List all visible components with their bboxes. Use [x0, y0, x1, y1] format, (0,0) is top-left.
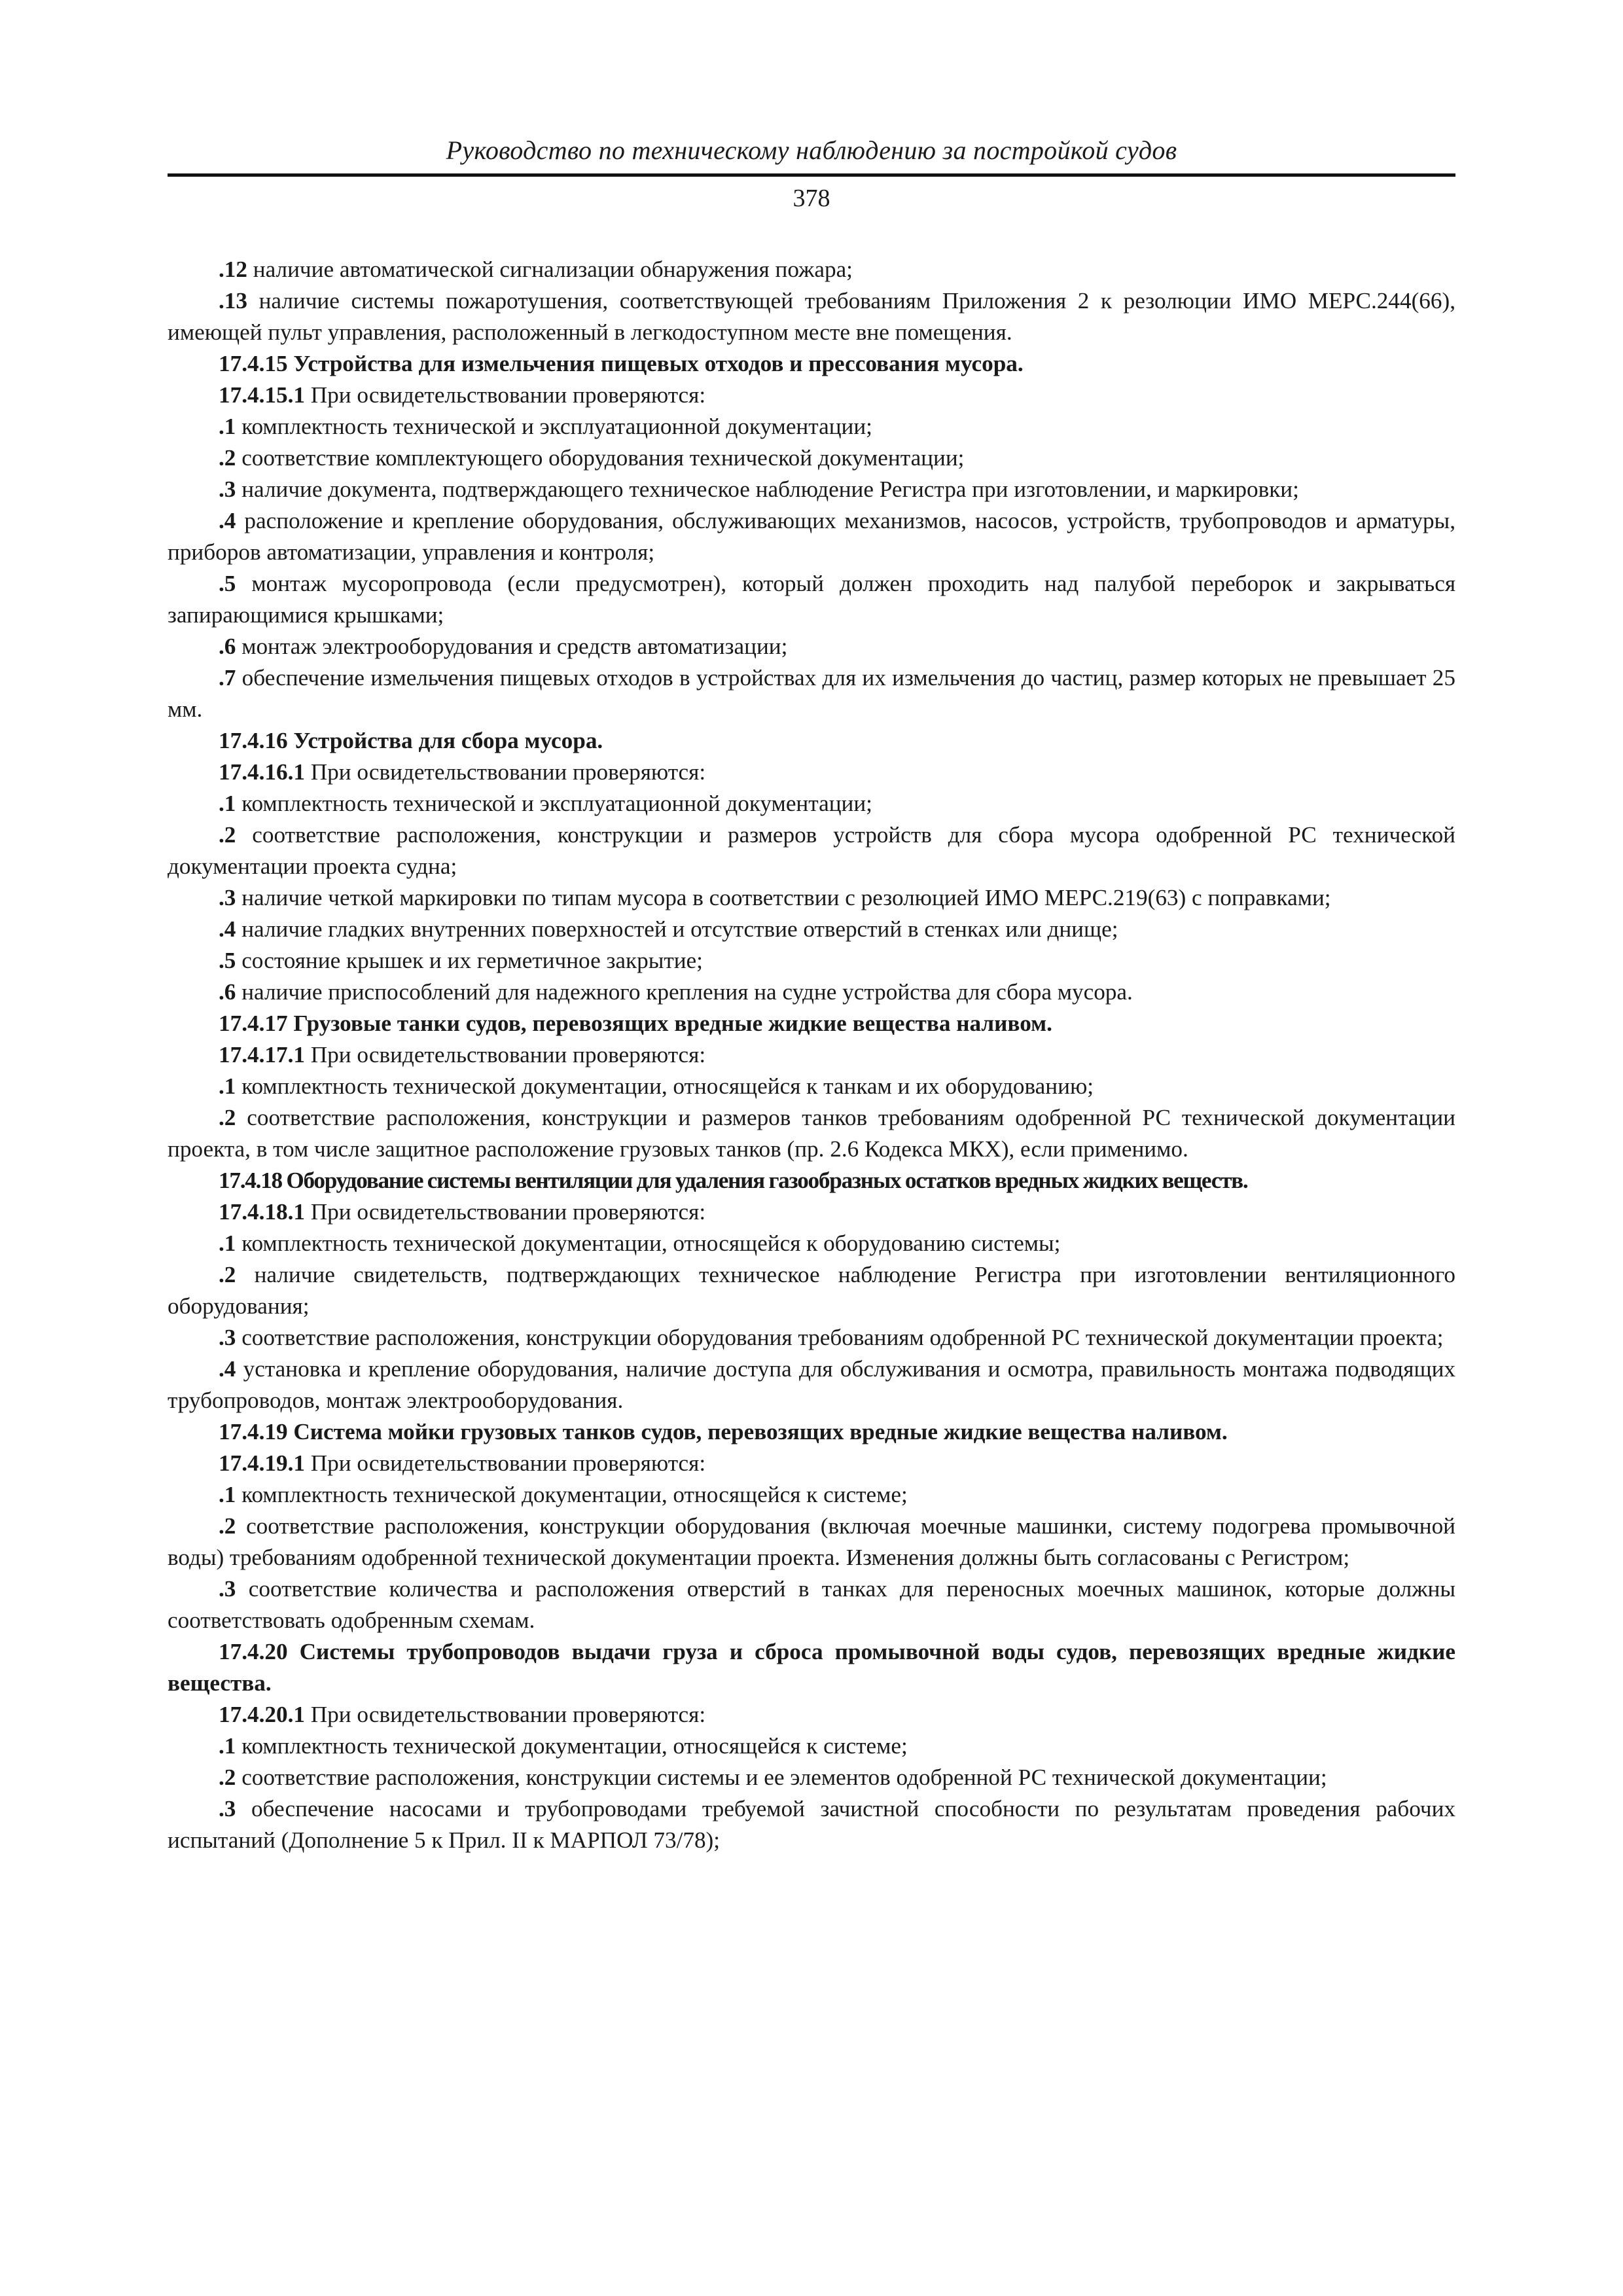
paragraph-text: соответствие расположения, конструкции и размеров устройств для сбора мусора одобренной РС технической документации проекта судна; — [168, 822, 1455, 879]
paragraph — [168, 380, 1455, 411]
paragraph-text: наличие системы пожаротушения, соответствующей требованиям Приложения 2 к резолюции ИМО МЕРС.244(66), имеющей пульт управления, расположенный в легкодоступном месте вне помещения. — [168, 288, 1455, 345]
paragraph-text: При освидетельствовании проверяются: — [304, 382, 706, 408]
item-number: .1 — [219, 1230, 236, 1256]
section-heading: 17.4.17 Грузовые танки судов, перевозящих вредные жидкие вещества наливом. — [219, 1011, 1052, 1036]
paragraph — [168, 1573, 1455, 1636]
paragraph — [168, 474, 1455, 505]
paragraph-text: монтаж электрооборудования и средств автоматизации; — [236, 634, 788, 659]
paragraph — [168, 1479, 1455, 1511]
paragraph — [168, 1322, 1455, 1354]
paragraph — [168, 1102, 1455, 1165]
paragraph-text: обеспечение насосами и трубопроводами требуемой зачистной способности по результатам проведения рабочих испытаний (Дополнение 5 к Прил. II к МАРПОЛ 73/78); — [168, 1796, 1455, 1853]
paragraph — [168, 1354, 1455, 1416]
paragraph-text: При освидетельствовании проверяются: — [304, 1702, 706, 1727]
paragraph-text: соответствие количества и расположения отверстий в танках для переносных моечных машинок, которые должны соответствовать одобренным схемам. — [168, 1576, 1455, 1633]
item-number: .6 — [219, 634, 236, 659]
paragraph-text: соответствие комплектующего оборудования технической документации; — [236, 445, 965, 471]
item-number: .4 — [219, 1356, 236, 1382]
paragraph — [168, 819, 1455, 882]
paragraph-text: монтаж мусоропровода (если предусмотрен), который должен проходить над палубой переборок и закрываться запирающимися крышками; — [168, 571, 1455, 628]
paragraph-text: комплектность технической документации, относящейся к оборудованию системы; — [236, 1230, 1061, 1256]
section-heading: 17.4.19 Система мойки грузовых танков судов, перевозящих вредные жидкие вещества наливом. — [219, 1419, 1228, 1444]
paragraph — [168, 1762, 1455, 1793]
paragraph — [168, 1039, 1455, 1071]
item-number: 17.4.15.1 — [219, 382, 305, 408]
paragraph-text: установка и крепление оборудования, наличие доступа для обслуживания и осмотра, правильность монтажа подводящих трубопроводов, монтаж электрооборудования. — [168, 1356, 1455, 1413]
paragraph-text: комплектность технической документации, относящейся к системе; — [236, 1482, 908, 1507]
paragraph-text: При освидетельствовании проверяются: — [304, 1042, 706, 1067]
item-number: .2 — [219, 1262, 236, 1287]
paragraph — [168, 1448, 1455, 1479]
paragraph-text: наличие документа, подтверждающего техническое наблюдение Регистра при изготовлении, и маркировки; — [236, 476, 1299, 502]
paragraph — [168, 662, 1455, 725]
item-number: .1 — [219, 1482, 236, 1507]
item-number: .3 — [219, 885, 236, 910]
paragraph — [168, 568, 1455, 631]
item-number: .1 — [219, 414, 236, 439]
paragraph-text: обеспечение измельчения пищевых отходов в устройствах для их измельчения до частиц, размер которых не превышает 25 мм. — [168, 665, 1455, 722]
body-text — [168, 254, 1455, 1856]
item-number: .2 — [219, 822, 236, 848]
item-number: .1 — [219, 1073, 236, 1099]
paragraph — [168, 1731, 1455, 1762]
section-heading: 17.4.18 Оборудование системы вентиляции для удаления газообразных остатков вредных жидких веществ. — [219, 1168, 1248, 1193]
paragraph-text: наличие свидетельств, подтверждающих техническое наблюдение Регистра при изготовлении вентиляционного оборудования; — [168, 1262, 1455, 1319]
item-number: .3 — [219, 476, 236, 502]
paragraph-text: наличие гладких внутренних поверхностей и отсутствие отверстий в стенках или днище; — [236, 916, 1118, 942]
paragraph — [168, 757, 1455, 788]
paragraph — [168, 285, 1455, 348]
item-number: 17.4.17.1 — [219, 1042, 305, 1067]
item-number: .2 — [219, 1513, 236, 1539]
paragraph-text: соответствие расположения, конструкции оборудования (включая моечные машинки, систему подогрева промывочной воды) требованиям одобренной технической документации проекта. Изменения должны быть согласованы с Регистром; — [168, 1513, 1455, 1570]
item-number: .3 — [219, 1576, 236, 1602]
item-number: .2 — [219, 1765, 236, 1790]
paragraph — [168, 977, 1455, 1008]
item-number: .2 — [219, 445, 236, 471]
item-number: .2 — [219, 1105, 236, 1130]
paragraph-text: При освидетельствовании проверяются: — [304, 1199, 706, 1225]
paragraph — [168, 1511, 1455, 1573]
paragraph-text: соответствие расположения, конструкции и размеров танков требованиям одобренной РС технической документации проекта, в том числе защитное расположение грузовых танков (пр. 2.6 Кодекса МКХ), если применимо. — [168, 1105, 1455, 1162]
item-number: .4 — [219, 508, 236, 533]
paragraph-text: расположение и крепление оборудования, обслуживающих механизмов, насосов, устройств, трубопроводов и арматуры, приборов автоматизации, управления и контроля; — [168, 508, 1455, 565]
item-number: .3 — [219, 1325, 236, 1350]
paragraph — [168, 945, 1455, 977]
item-number: .12 — [219, 257, 247, 282]
paragraph — [168, 1196, 1455, 1228]
paragraph-text: комплектность технической и эксплуатационной документации; — [236, 791, 872, 816]
paragraph — [168, 1793, 1455, 1856]
paragraph-text: комплектность технической документации, относящейся к танкам и их оборудованию; — [236, 1073, 1094, 1099]
paragraph-text: соответствие расположения, конструкции системы и ее элементов одобренной РС технической документации; — [236, 1765, 1327, 1790]
item-number: .6 — [219, 979, 236, 1005]
paragraph — [168, 914, 1455, 945]
header-rule — [168, 173, 1455, 177]
paragraph-text: наличие четкой маркировки по типам мусора в соответствии с резолюцией ИМО МЕРС.219(63) с поправками; — [236, 885, 1331, 910]
paragraph — [168, 1228, 1455, 1259]
item-number: .4 — [219, 916, 236, 942]
section-heading: 17.4.15 Устройства для измельчения пищевых отходов и прессования мусора. — [219, 351, 1024, 376]
item-number: .5 — [219, 948, 236, 973]
paragraph-text: комплектность технической и эксплуатационной документации; — [236, 414, 872, 439]
item-number: .13 — [219, 288, 247, 314]
item-number: 17.4.19.1 — [219, 1450, 305, 1476]
paragraph-text: наличие автоматической сигнализации обнаружения пожара; — [247, 257, 853, 282]
paragraph-text: соответствие расположения, конструкции оборудования требованиям одобренной РС технической документации проекта; — [236, 1325, 1444, 1350]
item-number: .1 — [219, 1733, 236, 1759]
section-heading: 17.4.20 Системы трубопроводов выдачи груза и сброса промывочной воды судов, перевозящих вредные жидкие вещества. — [168, 1639, 1455, 1696]
paragraph — [168, 882, 1455, 914]
paragraph-text: комплектность технической документации, относящейся к системе; — [236, 1733, 908, 1759]
paragraph — [168, 1071, 1455, 1102]
paragraph — [168, 1699, 1455, 1731]
item-number: .1 — [219, 791, 236, 816]
item-number: 17.4.18.1 — [219, 1199, 305, 1225]
paragraph-text: При освидетельствовании проверяются: — [304, 1450, 706, 1476]
running-head: Руководство по техническому наблюдению за постройкой судов — [446, 135, 1177, 165]
paragraph — [168, 788, 1455, 819]
paragraph — [168, 1259, 1455, 1322]
section-heading: 17.4.16 Устройства для сбора мусора. — [219, 728, 603, 753]
page-number: 378 — [793, 185, 830, 212]
paragraph-text: При освидетельствовании проверяются: — [304, 759, 706, 785]
paragraph-text: наличие приспособлений для надежного крепления на судне устройства для сбора мусора. — [236, 979, 1133, 1005]
item-number: 17.4.20.1 — [219, 1702, 305, 1727]
paragraph — [168, 411, 1455, 442]
paragraph-text: состояние крышек и их герметичное закрытие; — [236, 948, 703, 973]
item-number: 17.4.16.1 — [219, 759, 305, 785]
paragraph — [168, 254, 1455, 285]
item-number: .3 — [219, 1796, 236, 1821]
paragraph — [168, 505, 1455, 568]
item-number: .5 — [219, 571, 236, 596]
item-number: .7 — [219, 665, 236, 691]
paragraph — [168, 631, 1455, 662]
paragraph — [168, 442, 1455, 474]
